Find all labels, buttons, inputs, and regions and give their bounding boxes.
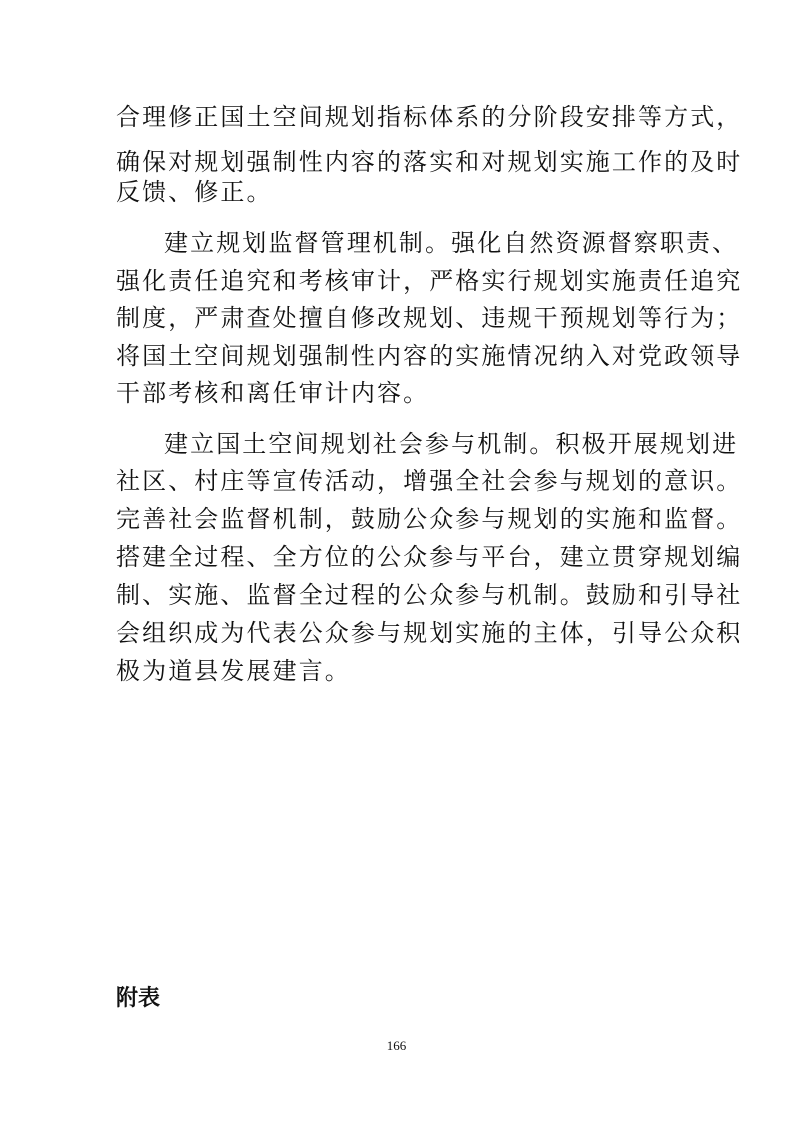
appendix-heading: 附表 [116,986,161,1011]
text-line: 强化责任追究和考核审计，严格实行规划实施责任追究 [116,267,743,295]
text-line: 确保对规划强制性内容的落实和对规划实施工作的及时 [116,148,743,176]
text-line: 合理修正国土空间规划指标体系的分阶段安排等方式， [116,103,743,131]
text-line: 完善社会监督机制，鼓励公众参与规划的实施和监督。 [116,505,743,533]
text-line: 社区、村庄等宣传活动，增强全社会参与规划的意识。 [116,467,743,495]
text-line: 搭建全过程、全方位的公众参与平台，建立贯穿规划编 [116,543,743,571]
text-line: 建立国土空间规划社会参与机制。积极开展规划进 [164,430,739,458]
text-line: 将国土空间规划强制性内容的实施情况纳入对党政领导 [116,342,743,370]
text-line: 反馈、修正。 [116,178,273,206]
text-line: 建立规划监督管理机制。强化自然资源督察职责、 [164,229,739,257]
page-number: 166 [386,1038,407,1053]
text-line: 制度，严肃查处擅自修改规划、违规干预规划等行为； [116,304,743,332]
text-line: 极为道县发展建言。 [116,657,351,685]
text-line: 会组织成为代表公众参与规划实施的主体，引导公众积 [116,619,743,647]
text-line: 制、实施、监督全过程的公众参与机制。鼓励和引导社 [116,581,743,609]
text-line: 干部考核和离任审计内容。 [116,379,430,407]
